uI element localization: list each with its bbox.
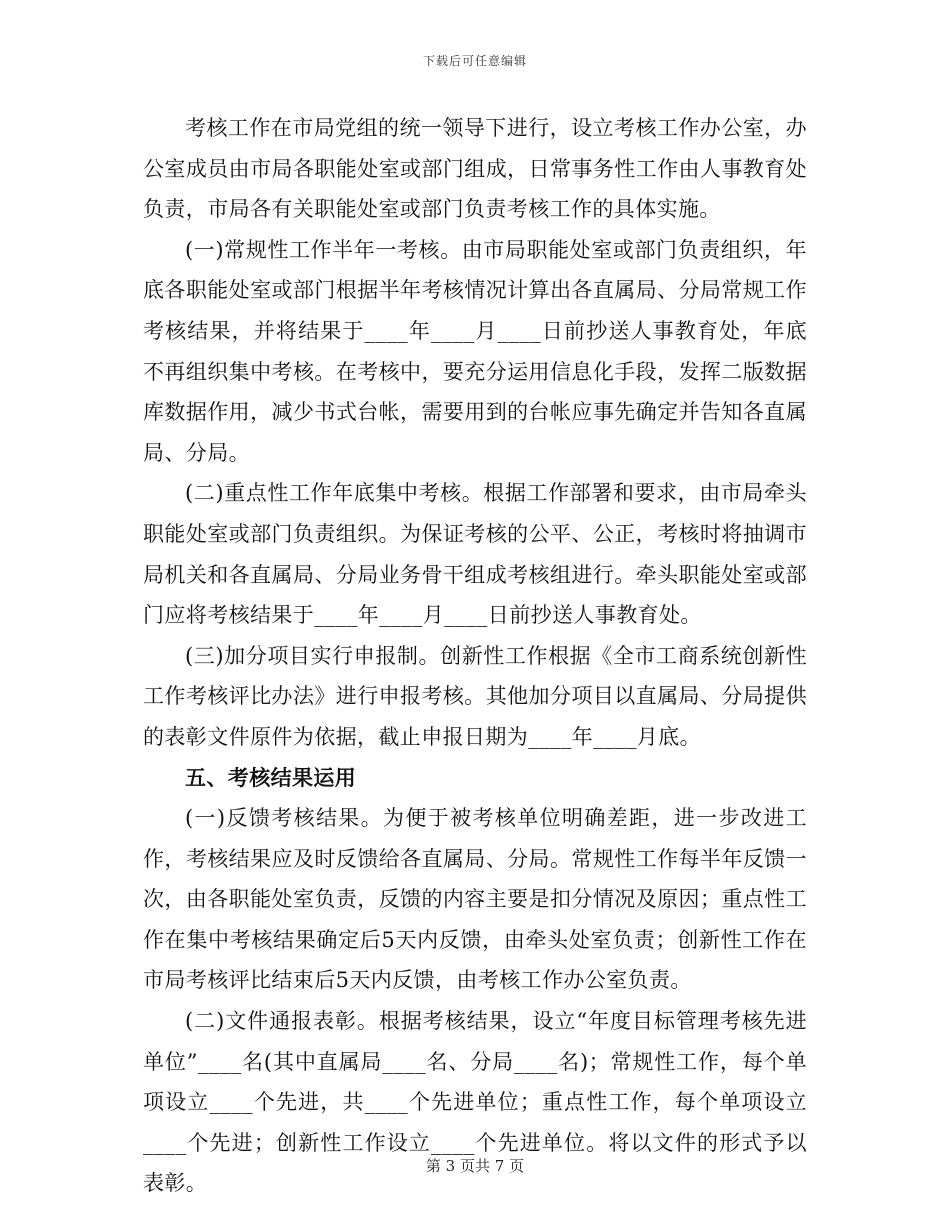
paragraph-bonus-items: (三)加分项目实行申报制。创新性工作根据《全市工商系统创新性工作考核评比办法》进行申报考核。其他加分项目以直属局、分局提供的表彰文件原件为依据，截止申报日期为____年____月底。	[143, 643, 807, 749]
paragraph-feedback: (一)反馈考核结果。为便于被考核单位明确差距，进一步改进工作，考核结果应及时反馈给各直属局、分局。常规性工作每半年反馈一次，由各职能处室负责，反馈的内容主要是扣分情况及原因；重点性工作在集中考核结果确定后5天内反馈，由牵头处室负责；创新性工作在市局考核评比结束后5天内反馈，由考核工作办公室负责。	[143, 806, 807, 993]
paragraph-key-work: (二)重点性工作年底集中考核。根据工作部署和要求，由市局牵头职能处室或部门负责组织。为保证考核的公平、公正，考核时将抽调市局机关和各直属局、分局业务骨干组成考核组进行。牵头职能处室或部门应将考核结果于____年____月____日前抄送人事教育处。	[143, 481, 807, 628]
page-header: 下载后可任意编辑	[422, 54, 527, 68]
paragraph-assessment-organization: 考核工作在市局党组的统一领导下进行，设立考核工作办公室，办公室成员由市局各职能处室或部门组成，日常事务性工作由人事教育处负责，市局各有关职能处室或部门负责考核工作的具体实施。	[143, 116, 807, 222]
paragraph-commendation: (二)文件通报表彰。根据考核结果，设立“年度目标管理考核先进单位”____名(其中直属局____名、分局____名)；常规性工作，每个单项设立____个先进，共____个先进单位；重点性工作，每个单项设立____个先进；创新性工作设立____个先进单位。将以文件的形式予以表彰。	[143, 1009, 807, 1196]
paragraph-routine-work: (一)常规性工作半年一考核。由市局职能处室或部门负责组织，年底各职能处室或部门根据半年考核情况计算出各直属局、分局常规工作考核结果，并将结果于____年____月____日前抄送人事教育处，年底不再组织集中考核。在考核中，要充分运用信息化手段，发挥二版数据库数据作用，减少书式台帐，需要用到的台帐应事先确定并告知各直属局、分局。	[143, 237, 807, 465]
document-body	[143, 108, 807, 1204]
page-number: 第 3 页共 7 页	[425, 1157, 525, 1175]
section-heading: 五、考核结果运用	[185, 764, 357, 790]
